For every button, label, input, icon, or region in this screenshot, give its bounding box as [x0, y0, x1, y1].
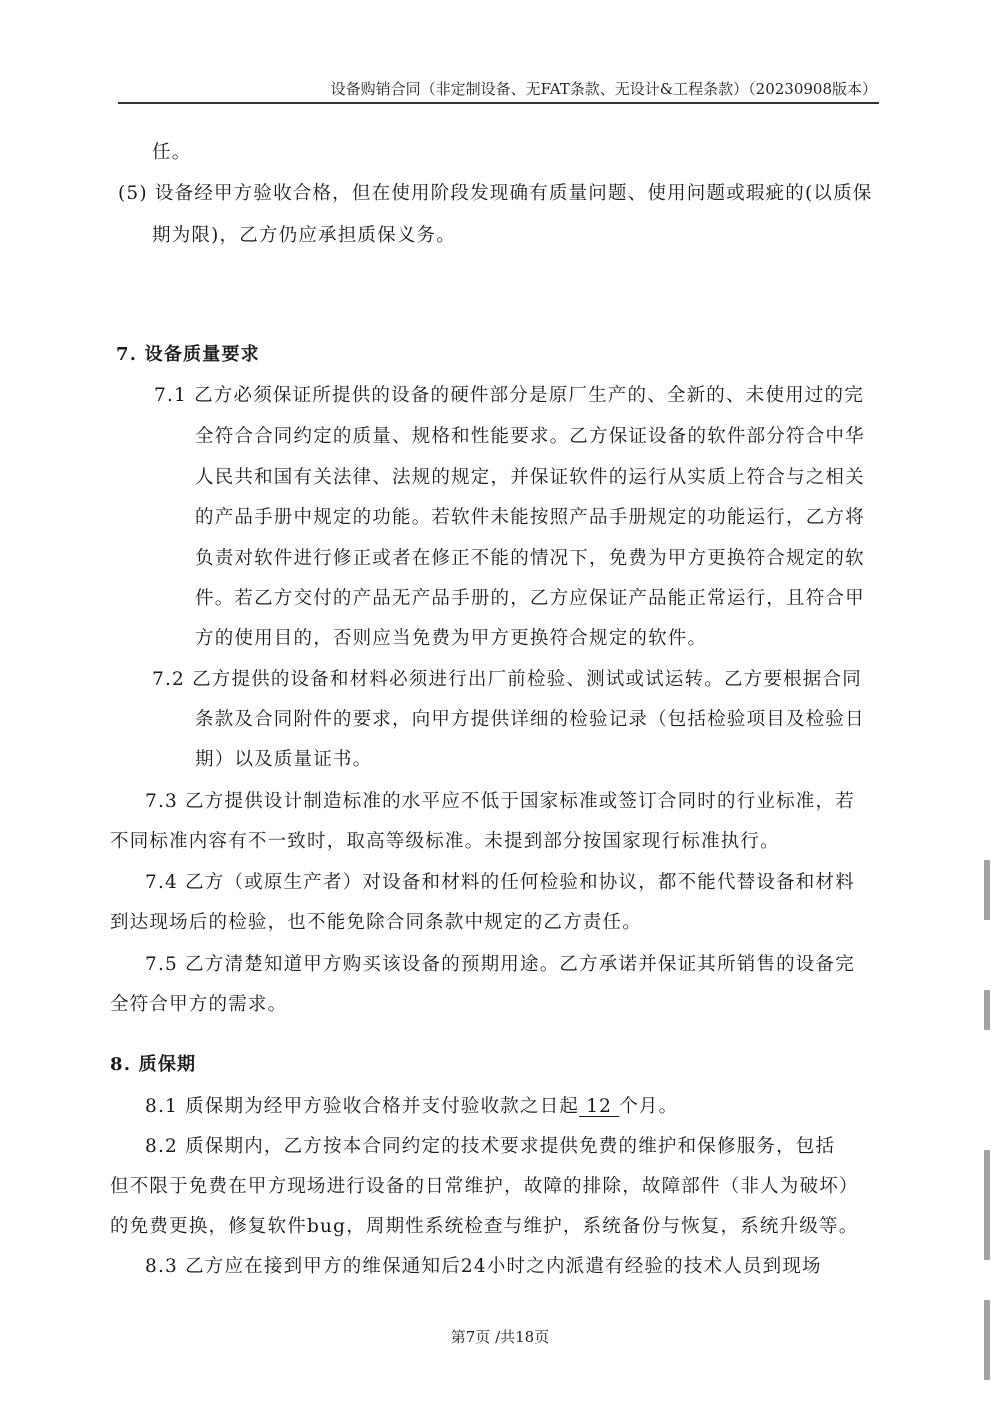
document-header: 设备购销合同（非定制设备、无FAT条款、无设计&工程条款）（20230908版本） [330, 80, 877, 98]
paragraph-line: 的免费更换，修复软件bug，周期性系统检查与维护，系统备份与恢复，系统升级等。 [110, 1216, 859, 1237]
paragraph-line: 方的使用目的，否则应当免费为甲方更换符合规定的软件。 [195, 628, 708, 649]
paragraph-line: 负责对软件进行修正或者在修正不能的情况下，免费为甲方更换符合规定的软 [195, 548, 865, 569]
paragraph-line [145, 1095, 678, 1121]
scan-artifact [984, 860, 990, 920]
scan-artifact [984, 1150, 990, 1260]
clause-8-1-suffix: 个月。 [619, 1096, 679, 1117]
paragraph-line: 任。 [152, 142, 192, 163]
paragraph-line: (5) 设备经甲方验收合格，但在使用阶段发现确有质量问题、使用问题或瑕疵的(以质保 [118, 183, 873, 204]
paragraph-line: 人民共和国有关法律、法规的规定，并保证软件的运行从实质上符合与之相关 [195, 467, 865, 488]
paragraph-line: 8.3 乙方应在接到甲方的维保通知后24小时之内派遣有经验的技术人员到现场 [145, 1256, 822, 1277]
paragraph-line: 到达现场后的检验，也不能免除合同条款中规定的乙方责任。 [110, 912, 642, 933]
paragraph-line: 期为限)，乙方仍应承担质保义务。 [152, 225, 456, 246]
paragraph-line: 7.3 乙方提供设计制造标准的水平应不低于国家标准或签订合同时的行业标准，若 [145, 791, 855, 812]
scan-artifact [984, 990, 990, 1030]
paragraph-line: 全符合甲方的需求。 [110, 994, 288, 1015]
clause-8-1-text: 8.1 质保期为经甲方验收合格并支付验收款之日起 [145, 1096, 580, 1117]
scan-artifact [984, 1300, 990, 1380]
paragraph-line: 7.2 乙方提供的设备和材料必须进行出厂前检验、测试或试运转。乙方要根据合同 [152, 669, 862, 690]
paragraph-line: 期）以及质量证书。 [195, 749, 373, 770]
paragraph-line: 7.5 乙方清楚知道甲方购买该设备的预期用途。乙方承诺并保证其所销售的设备完 [145, 954, 855, 975]
paragraph-line: 条款及合同附件的要求，向甲方提供详细的检验记录（包括检验项目及检验日 [195, 709, 865, 730]
paragraph-line: 全符合合同约定的质量、规格和性能要求。乙方保证设备的软件部分符合中华 [195, 426, 865, 447]
paragraph-line: 7.4 乙方（或原生产者）对设备和材料的任何检验和协议，都不能代替设备和材料 [145, 872, 855, 893]
section-heading-8: 8. 质保期 [110, 1054, 197, 1075]
paragraph-line: 7.1 乙方必须保证所提供的设备的硬件部分是原厂生产的、全新的、未使用过的完 [154, 385, 864, 406]
paragraph-line: 件。若乙方交付的产品无产品手册的，乙方应保证产品能正常运行，且符合甲 [195, 588, 865, 609]
paragraph-line: 8.2 质保期内，乙方按本合同约定的技术要求提供免费的维护和保修服务，包括 [145, 1136, 836, 1157]
warranty-months-value: 12 [579, 1096, 620, 1117]
page-number-footer: 第7页 /共18页 [450, 1328, 550, 1346]
header-rule [118, 102, 879, 104]
section-heading-7: 7. 设备质量要求 [116, 344, 260, 365]
paragraph-line: 的产品手册中规定的功能。若软件未能按照产品手册规定的功能运行，乙方将 [195, 507, 865, 528]
paragraph-line: 不同标准内容有不一致时，取高等级标准。未提到部分按国家现行标准执行。 [110, 831, 780, 852]
paragraph-line: 但不限于免费在甲方现场进行设备的日常维护，故障的排除，故障部件（非人为破坏） [110, 1176, 859, 1197]
